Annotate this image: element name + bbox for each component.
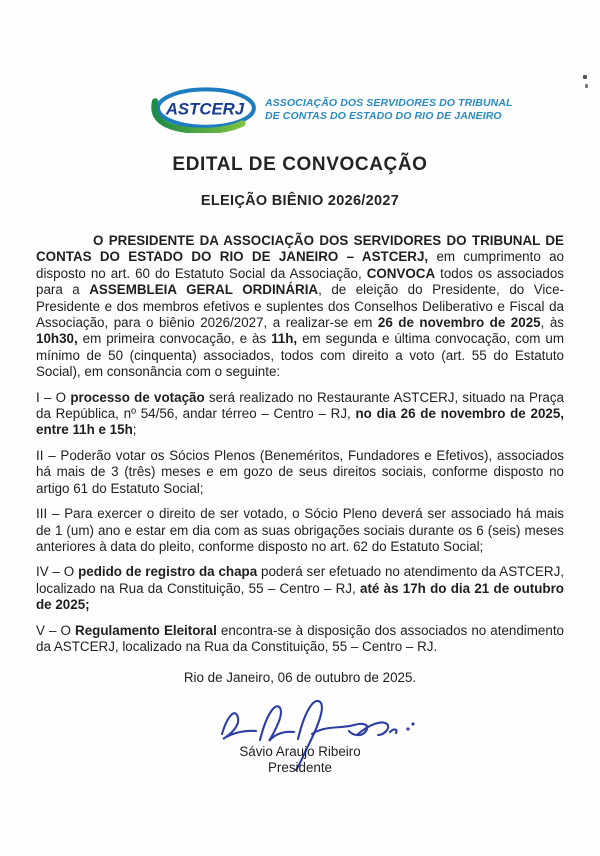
text-run: 10h30, (36, 331, 78, 347)
text-run: CONVOCA (366, 265, 436, 281)
text-run: poderá ser efetuado no atendimento da ASTCERJ, localizado na Rua da Constituição, 55 – Centro – RJ, (36, 564, 564, 596)
text-run: , de eleição do Presidente, do Vice-Presidente e dos membros efetivos e suplentes dos Conselhos Deliberativo e Fiscal da Associação, para o biênio 2026/2027, a realizar-se em (36, 282, 564, 331)
org-name-line2: DE CONTAS DO ESTADO DO RIO DE JANEIRO (265, 109, 502, 122)
text-run: todos os associados para a (36, 265, 564, 298)
astcerj-logo (150, 86, 258, 133)
document-body (36, 233, 564, 664)
text-run: III – Para exercer o direito de ser votado, o Sócio Pleno deverá ser associado há mais de 1 (um) ano e estar em dia com as suas obrigações sociais durante os 6 (seis) meses anteriores à data do pleito, conforme disposto no art. 62 do Estatuto Social; (36, 506, 564, 554)
scan-speck (583, 75, 587, 79)
paragraph-item-5 (36, 623, 564, 656)
signer-role: Presidente (267, 760, 333, 775)
text-run: em primeira convocação, e às (77, 331, 272, 347)
text-run: O PRESIDENTE DA ASSOCIAÇÃO DOS SERVIDORES DO TRIBUNAL DE CONTAS DO ESTADO DO RIO DE JANEIRO – ASTCERJ, (36, 233, 564, 265)
text-run: II – Poderão votar os Sócios Plenos (Beneméritos, Fundadores e Efetivos), associados há mais de 3 (três) meses e em gozo de seus direitos sociais, conforme disposto no artigo 61 do Estatuto Social; (36, 447, 564, 496)
text-run: 26 de novembro de 2025 (377, 315, 541, 331)
text-run: IV – O (36, 564, 79, 580)
signer-name: Sávio Araujo Ribeiro (239, 744, 361, 759)
paragraph-item-2 (36, 448, 564, 497)
paragraph-intro (36, 233, 564, 381)
text-run: encontra-se à disposição dos associados no atendimento da ASTCERJ, localizado na Rua da Constituição, 55 – Centro – RJ. (36, 622, 564, 654)
text-run: , às (540, 315, 564, 331)
text-run: 11h, (271, 331, 298, 347)
paragraph-item-1 (36, 390, 564, 439)
scan-speck (585, 84, 588, 88)
text-run: V – O (36, 622, 76, 638)
document-subtitle: ELEIÇÃO BIÊNIO 2026/2027 (200, 193, 400, 209)
paragraph-item-4 (36, 564, 564, 613)
text-run: ; (132, 422, 137, 438)
text-run: pedido de registro da chapa (78, 564, 258, 580)
text-run: até às 17h do dia 21 de outubro de 2025 (36, 580, 564, 613)
paragraph-item-3 (36, 506, 564, 555)
header-logo-row (150, 86, 513, 133)
text-run: processo de votação (70, 389, 205, 405)
text-run: em segunda e última convocação, com um mínimo de 50 (cinquenta) associados, todos com direito a voto (art. 55 do Estatuto Social), em consonância com o seguinte: (36, 331, 564, 380)
text-run: ASSEMBLEIA GERAL ORDINÁRIA (89, 282, 319, 298)
text-run: ; (85, 597, 90, 613)
logo-text: ASTCERJ (165, 99, 245, 119)
text-run: no dia 26 de novembro de 2025, entre 11h e 15h (36, 406, 565, 438)
org-name-line1: ASSOCIAÇÃO DOS SERVIDORES DO TRIBUNAL (265, 96, 513, 109)
text-run: I – O (36, 389, 71, 405)
document-title: EDITAL DE CONVOCAÇÃO (172, 154, 428, 175)
text-run: Regulamento Eleitoral (75, 622, 217, 638)
text-run: em cumprimento ao disposto no art. 60 do Estatuto Social da Associação, (36, 249, 564, 281)
org-name (265, 97, 513, 123)
text-run: será realizado no Restaurante ASTCERJ, situado na Praça da República, nº 54/56, andar térreo – Centro – RJ, (36, 389, 564, 422)
dateline: Rio de Janeiro, 06 de outubro de 2025. (183, 670, 417, 685)
signature-dots (406, 722, 414, 730)
